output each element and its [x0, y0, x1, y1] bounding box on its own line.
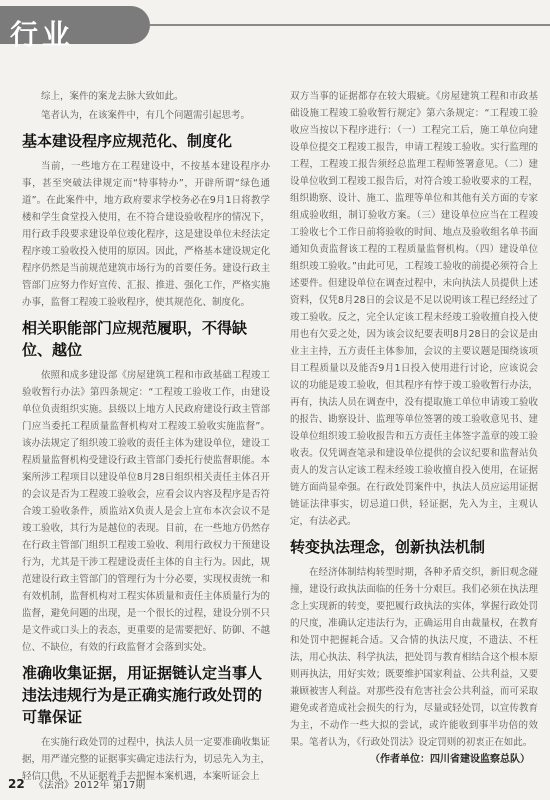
page-footer: [8, 776, 145, 791]
paragraph: 综上，案件的案龙去脉大致如此。: [41, 91, 184, 102]
section-tab: [0, 6, 150, 51]
right-column: [290, 88, 538, 753]
paragraph: 在实施行政处罚的过程中，执法人员一定要准确收集证据，用严谨完整的证据事实确定违法行为，切忌先入为主，轻信口供，不从证据着手去把握本案机遇，本案听证会上: [22, 737, 270, 782]
section-heading: 基本建设程序应规范化、制度化: [22, 132, 233, 150]
journal-issue: 《法治》2012年 第17期: [33, 780, 146, 791]
paragraph: 双方当事的证据都存在较大瑕疵。《房屋建筑工程和市政基础设施工程竣工验收暂行规定》第六条规定：“工程竣工验收应当按以下程序进行：（一）工程完工后，施工单位向建设单位提交工程竣工报告，申请工程竣工验收。实行监理的工程，工程竣工报告须经总监理工程师签署意见。（二）建设单位收到工程竣工报告后，对符合竣工验收要求的工程，组织勘察、设计、施工、监理等单位和其他有关方面的专家组成验收组，制订验收方案。（三）建设单位应当在工程竣工验收七个工作日前将验收的时间、地点及验收组名单书面通知负责监督该工程的工程质量监督机构。（四）建设单位组织竣工验收。”由此可见，工程竣工验收的前提必须符合上述要件。但建设单位在调查过程中，未向执法人员提供上述资料，仅凭8月28日的会议是不足以说明该工程已经经过了竣工验收。反之，完全认定该工程未经竣工验收擅自投入使用也有欠妥之处，因为该会议纪要表明8月28日的会议是由业主主持，五方责任主体参加，会议的主要议题是围绕该项目工程质量以及能否9月1日投入使用进行讨论，应该说会议的功能是竣工验收，但其程序有悖于竣工验收暂行办法，再有，执法人员在调查中，没有提取施工单位申请竣工验收的报告、勘察设计、监理等单位签署的竣工验收意见书、建设单位组织竣工验收报告和五方责任主体签字盖章的竣工验收表。仅凭调查笔录和建设单位提供的会议纪要和监督站负责人的发言认定该工程未经竣工验收擅自投入使用，在证据链方面尚显牵强。在行政处罚案件中，执法人员应运用证据链证法律事实，切忌道口供，轻证据，先入为主，主观认定，有法必武。: [290, 91, 538, 527]
paragraph: 笔者认为，在该案件中，有几个问题需引起思考。: [41, 110, 251, 121]
section-title: 行业: [10, 18, 75, 51]
page-header: [0, 0, 550, 56]
paragraph: 依照和成多建设部《房屋建筑工程和市政基础工程竣工验收暂行办法》第四条规定：“工程竣工验收工作，由建设单位负责组织实施。县级以上地方人民政府建设行政主管部门应当委托工程质量监督机构对工程竣工验收实施监督”。该办法规定了组织竣工验收的责任主体为建设单位，建设工程质量监督机构受建设行政主管部门委托行使监督职能。本案所涉工程项目以建设单位8月28日组织相关责任主体召开的会议是否为工程竣工验收会，应看会议内容及程序是否符合竣工验收条件，质监站X负责人是会上宣布本次会议不是竣工验收，其行为是越位的表现。目前，在一些地方仍然存在行政主管部门组织工程竣工验收、利用行政权力干预建设行为，尤其是干涉工程建设责任主体的自主行为。因此，规范建设行政主管部门的管理行为十分必要，实现权责统一和有效机制，监督机构对工程实体质量和责任主体质量行为的监督，避免问题的出现，是一个很长的过程，建设分别不只是文件或口头上的表态，更重要的是需要把好、防御、不越位、不缺位，有效的行政监督才会落到实处。: [22, 370, 270, 653]
header-rule: [150, 24, 550, 26]
page-number: 22: [8, 777, 25, 791]
paragraph: 在经济体制结构转型时期，各种矛盾交织，新旧观念碰撞，建设行政执法面临的任务十分艰巨。我们必须在执法理念上实现新的转变，要把履行政执法的实体，掌握行政处罚的尺度，准确认定违法行为，正确运用自由裁量权，在教育和处罚中把握耗合适。又合情的执法尺度，不遗法、不枉法，用心执法、科学执法，把处罚与教育相结合这个根本原则再执法，用好实效；既要维护国家利益、公共利益，又要兼顾被害人利益。对那些没有危害社会公共利益，而可采取避免或者造成社会损失的行为，尽量或轻处罚，以宣传教育为主，不动作一些大拟的尝试，或许能收到事半功倍的效果。笔者认为，《行政处罚法》设定罚则的初衷正在如此。: [290, 567, 538, 748]
left-column: [22, 88, 270, 787]
paragraph: 当前，一些地方在工程建设中，不按基本建设程序办事，甚至突破法律规定而“特事特办”，开辟所谓“绿色通道”。在此案件中，地方政府要求学校务必在9月1日将教学楼和学生食堂投入使用，在不符合建设验收程序的情况下，用行政手段要求建设单位竣化程序，这是建设单位未经法定程序竣工验收投入使用的原因。因此，严格基本建设规定化程序仍然是当前规范建筑市场行为的首要任务。建设行政主管部门应努力作好宣传、汇报、推进、强化工作，严格实施办事，监督工程竣工验收程序，使其规范化、制度化。: [22, 161, 270, 308]
section-heading: 相关职能部门应规范履职，不得缺位、越位: [22, 319, 248, 359]
section-heading: 转变执法理念，创新执法机制: [290, 538, 486, 556]
author-affiliation: （作者单位：四川省建设监察总队）: [370, 754, 530, 765]
section-heading: 准确收集证据，用证据链认定当事人违法违规行为是正确实施行政处罚的可靠保证: [22, 664, 263, 726]
